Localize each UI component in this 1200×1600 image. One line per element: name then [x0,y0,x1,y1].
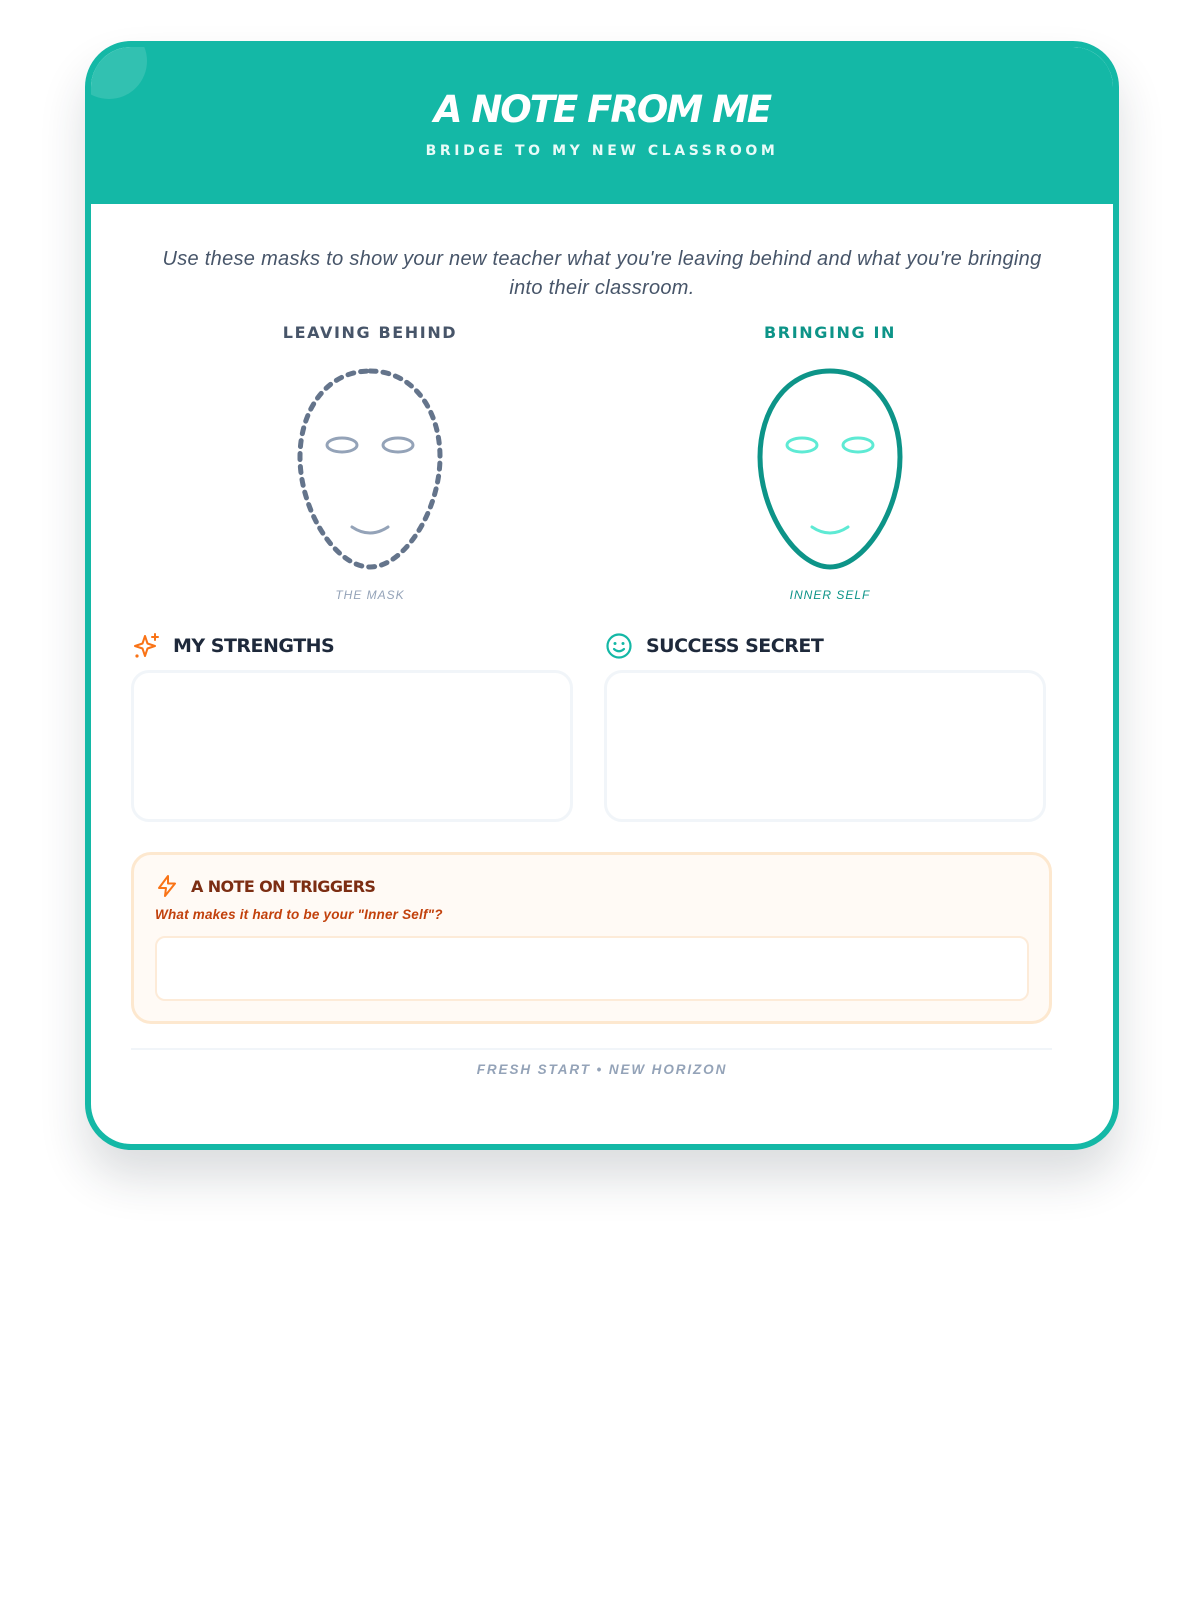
strengths-heading [131,631,334,661]
triggers-question: What makes it hard to be your "Inner Self"? [155,907,443,922]
triggers-panel [131,852,1052,1024]
page-subtitle: BRIDGE TO MY NEW CLASSROOM [425,143,779,159]
success-secret-label: SUCCESS SECRET [646,635,824,657]
inner-self-caption: INNER SELF [789,588,871,602]
intro-text: Use these masks to show your new teacher what you're leaving behind and what you're bringing into their classroom. [162,248,1042,299]
dashed-mask-face-icon [292,361,448,575]
success-secret-input[interactable] [604,670,1046,822]
bringing-in-heading: BRINGING IN [764,323,896,342]
note-card [85,41,1119,1150]
bringing-in-column [665,325,995,601]
smile-icon [604,631,634,661]
triggers-label: A NOTE ON TRIGGERS [191,876,376,896]
success-secret-heading [604,631,823,661]
strengths-input[interactable] [131,670,573,822]
leaving-behind-heading: LEAVING BEHIND [282,323,458,342]
lightning-icon [155,874,179,898]
card-header [91,47,1113,204]
page-title: A NOTE FROM ME [433,88,771,131]
the-mask-caption: THE MASK [335,588,405,602]
solid-mask-face-icon [752,361,908,575]
footer-text: FRESH START • NEW HORIZON [476,1062,728,1077]
triggers-heading [155,873,375,899]
triggers-input[interactable] [155,936,1029,1001]
leaving-behind-column [205,325,535,601]
sparkles-icon [131,631,161,661]
footer-divider [131,1048,1052,1050]
strengths-label: MY STRENGTHS [173,635,335,657]
